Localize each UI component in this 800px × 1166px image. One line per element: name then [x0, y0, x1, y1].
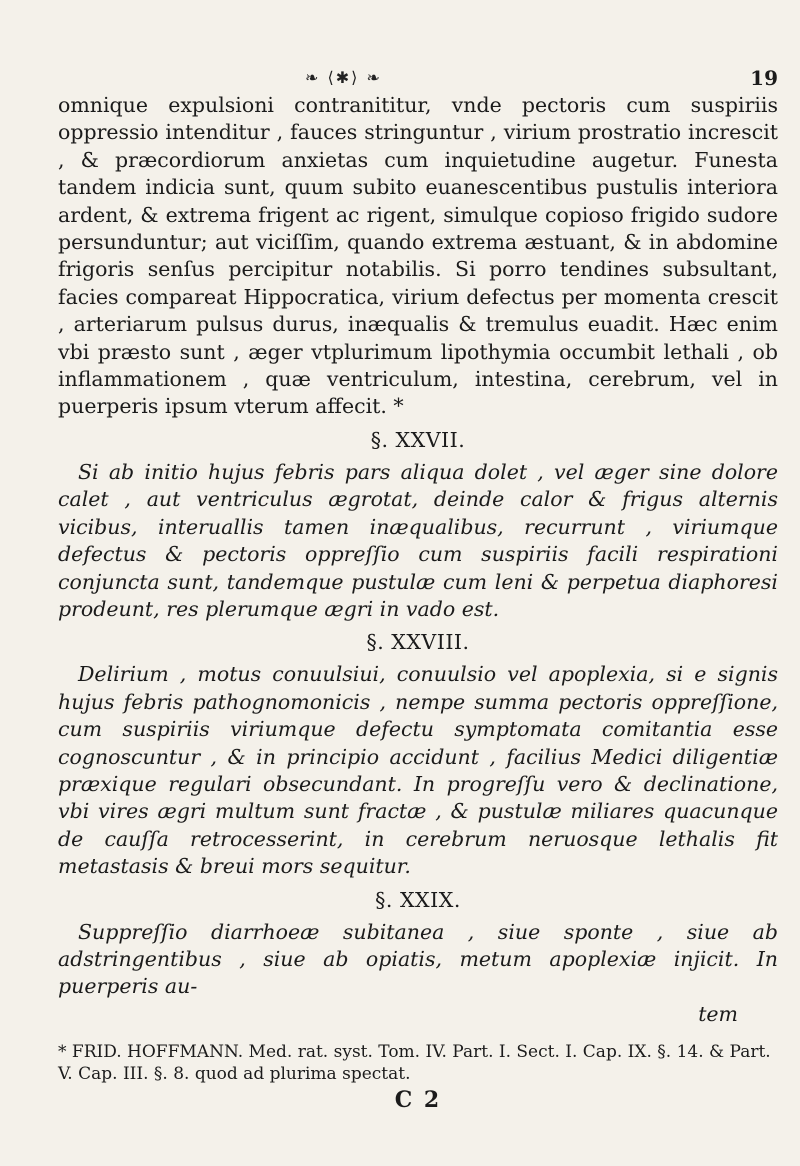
paragraph-opening: omnique expulsioni contranititur, vnde pectoris cum suspiriis oppressio intenditur , fauces stringuntur , virium prostratio increscit , & præcordiorum anxietas cum inquietudine augetur. Funesta tandem indicia sunt, quum subito euanescentibus pustulis interiora ardent, & extrema frigent ac rigent, simulque copioso frigido sudore persunduntur; aut viciſſim, quando extrema æstuant, & in abdomine frigoris senſus percipitur notabilis. Si porro tendines subsultant, facies compareat Hippocratica, virium defectus per momenta crescit , arteriarum pulsus durus, inæqualis & tremulus euadit. Hæc enim vbi præsto sunt , æger vtplurimum lipothymia occumbit lethali , ob inflammationem , quæ ventriculum, intestina, cerebrum, vel in puerperis ipsum vterum affecit. *	[58, 93, 778, 419]
footnote: * FRID. HOFFMANN. Med. rat. syst. Tom. IV. Part. I. Sect. I. Cap. IX. §. 14. & Part. V. Cap. III. §. 8. quod ad plurima spectat.	[58, 1041, 771, 1084]
page-number: 19	[750, 66, 778, 90]
page-header	[58, 0, 778, 92]
catchword: tem	[698, 1001, 738, 1026]
header-ornament: ❧ ⟨✱⟩ ❧	[305, 68, 382, 87]
section-title-xxix: §. XXIX.	[375, 887, 461, 912]
section-title-xxviii: §. XXVIII.	[366, 630, 470, 655]
section-text-xxviii: Delirium , motus conuulsiui, conuulsio vel apoplexia, si e signis hujus febris pathognomonicis , nempe summa pectoris oppreſſione, cum suspiriis viriumque defectu symptomata comitantia esse cognoscuntur , & in principio accidunt , facilius Medici diligentiæ præxique regulari obsecundant. In progreſſu vero & declinatione, vbi vires ægri multum sunt fractæ , & pustulæ miliares quacunque de cauſſa retrocesserint, in cerebrum neruosque lethalis fit metastasis & breui mors sequitur.	[58, 662, 778, 879]
section-text-xxix: Suppreſſio diarrhoeæ subitanea , siue sponte , siue ab adstringentibus , siue ab opiatis, metum apoplexiæ injicit. In puerperis au-	[58, 919, 778, 999]
section-text-xxvii: Si ab initio hujus febris pars aliqua dolet , vel æger sine dolore calet , aut ventriculus ægrotat, deinde calor & frigus alternis vicibus, interuallis tamen inæqualibus, recurrunt , viriumque defectus & pectoris oppreſſio cum suspiriis facili respirationi conjuncta sunt, tandemque pustulæ cum leni & perpetua diaphoresi prodeunt, res plerumque ægri in vado est.	[58, 459, 778, 621]
section-title-xxvii: §. XXVII.	[370, 427, 466, 452]
book-page	[58, 0, 778, 1113]
signature-mark: C 2	[394, 1086, 442, 1113]
